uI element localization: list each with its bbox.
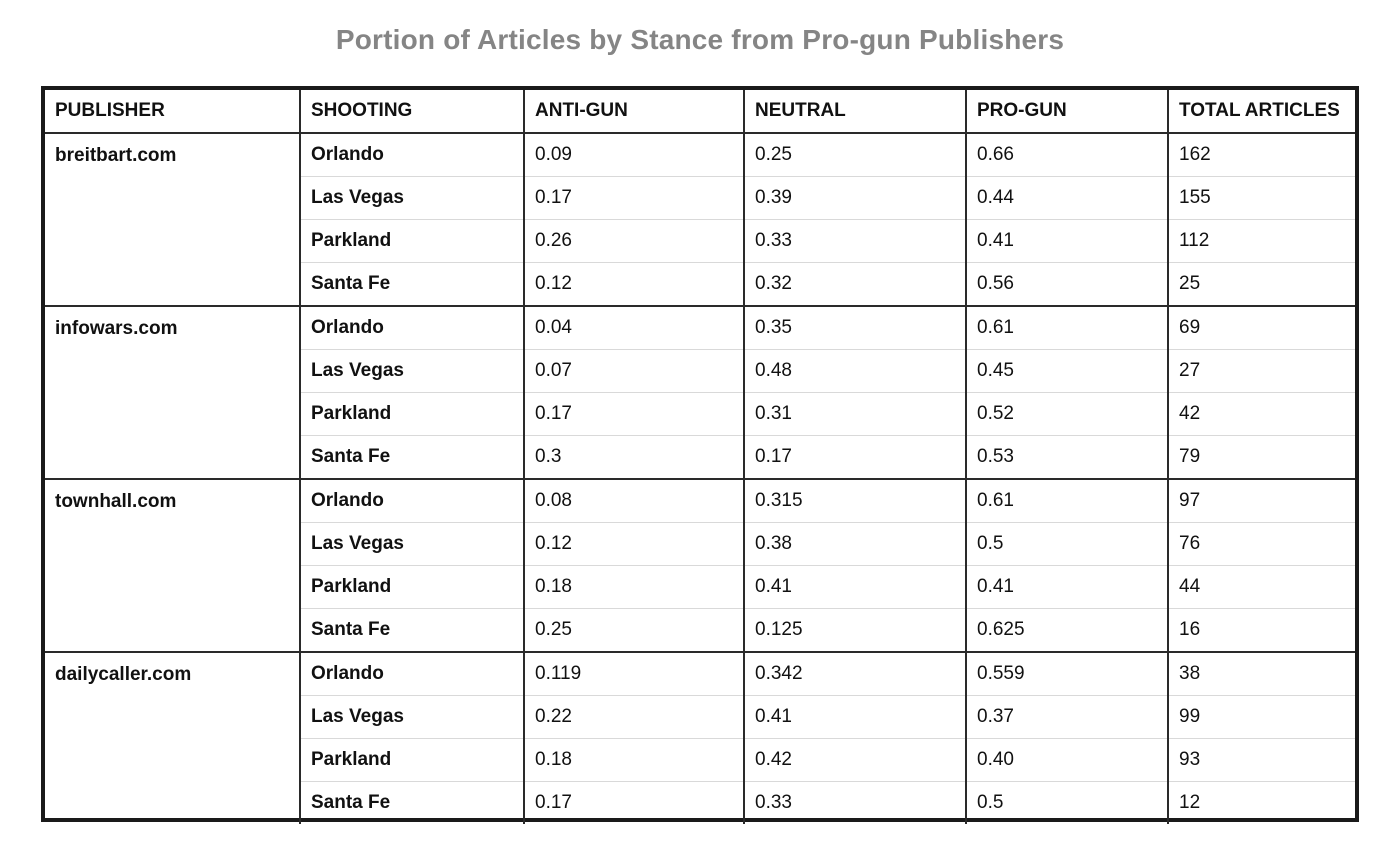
publisher-cell: dailycaller.com	[45, 652, 300, 824]
anti-gun-cell: 0.18	[524, 566, 744, 609]
neutral-cell: 0.42	[744, 739, 966, 782]
pro-gun-cell: 0.66	[966, 133, 1168, 177]
pro-gun-cell: 0.45	[966, 350, 1168, 393]
total-articles-cell: 93	[1168, 739, 1355, 782]
neutral-cell: 0.25	[744, 133, 966, 177]
table-row	[45, 133, 1355, 177]
neutral-cell: 0.35	[744, 306, 966, 350]
table-row	[45, 306, 1355, 350]
header-shooting: SHOOTING	[300, 90, 524, 133]
total-articles-cell: 99	[1168, 696, 1355, 739]
shooting-cell: Parkland	[300, 393, 524, 436]
shooting-cell: Orlando	[300, 306, 524, 350]
pro-gun-cell: 0.56	[966, 263, 1168, 307]
shooting-cell: Las Vegas	[300, 177, 524, 220]
stance-table	[45, 90, 1355, 824]
header-publisher: PUBLISHER	[45, 90, 300, 133]
total-articles-cell: 79	[1168, 436, 1355, 480]
anti-gun-cell: 0.07	[524, 350, 744, 393]
pro-gun-cell: 0.61	[966, 306, 1168, 350]
anti-gun-cell: 0.17	[524, 393, 744, 436]
anti-gun-cell: 0.17	[524, 782, 744, 825]
shooting-cell: Orlando	[300, 479, 524, 523]
total-articles-cell: 16	[1168, 609, 1355, 653]
total-articles-cell: 155	[1168, 177, 1355, 220]
total-articles-cell: 162	[1168, 133, 1355, 177]
anti-gun-cell: 0.12	[524, 523, 744, 566]
header-neutral: NEUTRAL	[744, 90, 966, 133]
neutral-cell: 0.33	[744, 220, 966, 263]
neutral-cell: 0.315	[744, 479, 966, 523]
shooting-cell: Parkland	[300, 566, 524, 609]
total-articles-cell: 12	[1179, 792, 1201, 813]
total-articles-cell: 76	[1168, 523, 1355, 566]
header-row	[45, 90, 1355, 133]
pro-gun-cell: 0.52	[966, 393, 1168, 436]
publisher-cell: breitbart.com	[45, 133, 300, 306]
header-anti-gun: ANTI-GUN	[524, 90, 744, 133]
neutral-cell: 0.41	[744, 566, 966, 609]
shooting-cell: Santa Fe	[300, 782, 524, 825]
pro-gun-cell: 0.559	[966, 652, 1168, 696]
total-articles-cell: 97	[1168, 479, 1355, 523]
anti-gun-cell: 0.12	[524, 263, 744, 307]
shooting-cell: Santa Fe	[300, 263, 524, 307]
anti-gun-cell: 0.04	[524, 306, 744, 350]
pro-gun-cell: 0.5	[966, 523, 1168, 566]
table-row	[45, 479, 1355, 523]
anti-gun-cell: 0.08	[524, 479, 744, 523]
total-articles-cell: 112	[1168, 220, 1355, 263]
stance-table-frame	[41, 86, 1359, 822]
pro-gun-cell: 0.41	[966, 566, 1168, 609]
shooting-cell: Parkland	[300, 220, 524, 263]
header-total-articles: TOTAL ARTICLES	[1168, 90, 1355, 133]
anti-gun-cell: 0.09	[524, 133, 744, 177]
neutral-cell: 0.17	[744, 436, 966, 480]
shooting-cell: Santa Fe	[300, 436, 524, 480]
shooting-cell: Orlando	[300, 133, 524, 177]
neutral-cell: 0.41	[744, 696, 966, 739]
anti-gun-cell: 0.3	[524, 436, 744, 480]
neutral-cell: 0.38	[744, 523, 966, 566]
pro-gun-cell: 0.40	[966, 739, 1168, 782]
total-articles-cell: 27	[1168, 350, 1355, 393]
shooting-cell: Las Vegas	[300, 350, 524, 393]
chart-title: Portion of Articles by Stance from Pro-gun Publishers	[335, 24, 1065, 55]
total-articles-cell: 69	[1168, 306, 1355, 350]
neutral-cell: 0.32	[744, 263, 966, 307]
pro-gun-cell: 0.5	[966, 782, 1168, 825]
shooting-cell: Orlando	[300, 652, 524, 696]
table-body	[45, 133, 1355, 824]
pro-gun-cell: 0.53	[966, 436, 1168, 480]
neutral-cell: 0.48	[744, 350, 966, 393]
neutral-cell: 0.125	[744, 609, 966, 653]
neutral-cell: 0.342	[744, 652, 966, 696]
anti-gun-cell: 0.22	[524, 696, 744, 739]
anti-gun-cell: 0.25	[524, 609, 744, 653]
shooting-cell: Santa Fe	[300, 609, 524, 653]
header-pro-gun: PRO-GUN	[966, 90, 1168, 133]
table-row	[45, 652, 1355, 696]
total-articles-cell: 42	[1168, 393, 1355, 436]
pro-gun-cell: 0.41	[966, 220, 1168, 263]
neutral-cell: 0.33	[744, 782, 966, 825]
shooting-cell: Las Vegas	[300, 696, 524, 739]
neutral-cell: 0.39	[744, 177, 966, 220]
anti-gun-cell: 0.18	[524, 739, 744, 782]
shooting-cell: Parkland	[300, 739, 524, 782]
pro-gun-cell: 0.625	[966, 609, 1168, 653]
total-articles-cell: 38	[1168, 652, 1355, 696]
publisher-cell: infowars.com	[45, 306, 300, 479]
total-articles-cell: 44	[1168, 566, 1355, 609]
pro-gun-cell: 0.37	[966, 696, 1168, 739]
neutral-cell: 0.31	[744, 393, 966, 436]
pro-gun-cell: 0.44	[966, 177, 1168, 220]
anti-gun-cell: 0.119	[524, 652, 744, 696]
total-articles-cell: 25	[1168, 263, 1355, 307]
publisher-cell: townhall.com	[45, 479, 300, 652]
shooting-cell: Las Vegas	[300, 523, 524, 566]
pro-gun-cell: 0.61	[966, 479, 1168, 523]
anti-gun-cell: 0.17	[524, 177, 744, 220]
anti-gun-cell: 0.26	[524, 220, 744, 263]
